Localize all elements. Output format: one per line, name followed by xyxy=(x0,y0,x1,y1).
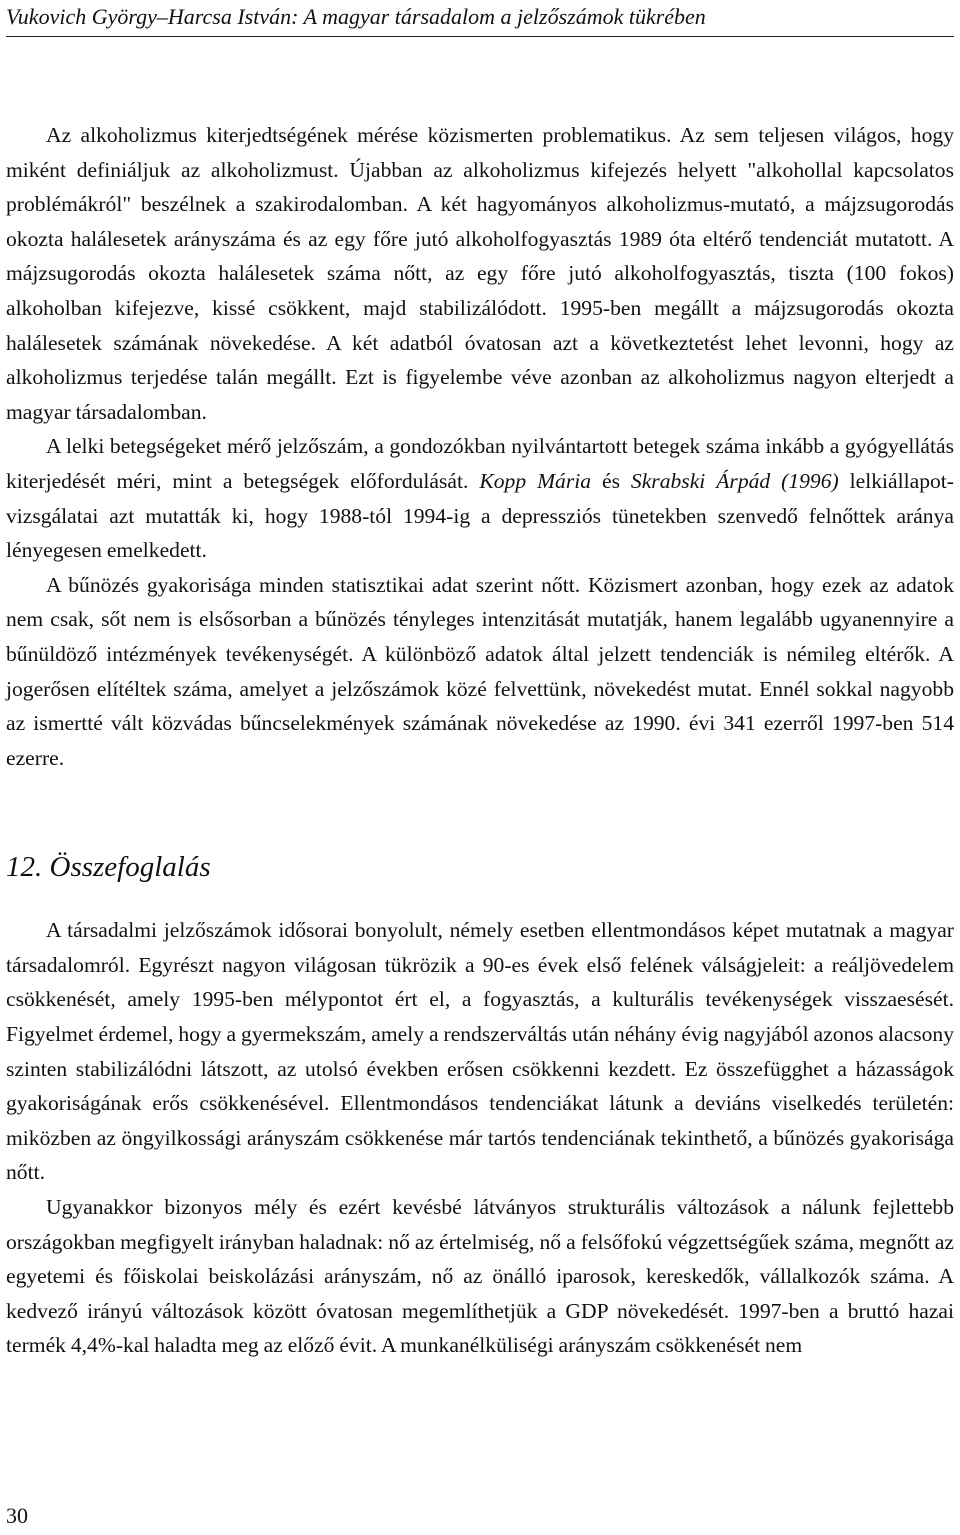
paragraph-mental-illness-text-1: A lelki betegségeket mérő jelzőszám, a gondozókban nyilvántartott betegek száma inkább a gyógyellátás kiterjedését méri, mint a betegségek előfordulását. xyxy=(6,434,954,493)
paragraph-mental-illness-conjunction: és xyxy=(591,468,631,493)
paragraph-mental-illness xyxy=(6,429,954,567)
paragraph-summary-2: Ugyanakkor bizonyos mély és ezért kevésbé látványos strukturális változások a nálunk fejlettebb országokban megfigyelt irányban haladnak: nő az értelmiség, nő a felsőfokú végzettségűek száma, megnőtt az egyetemi és főiskolai beiskolázási arányszám, nő az önálló iparosok, kereskedők, vállalkozók száma. A kedvező irányú változások között óvatosan megemlíthetjük a GDP növekedését. 1997-ben a bruttó hazai termék 4,4%-kal haladta meg az előző évit. A munkanélküliségi arányszám csökkenését nem xyxy=(6,1195,954,1358)
citation-author-skrabski: Skrabski Árpád (1996) xyxy=(630,468,839,493)
paragraph-alcoholism: Az alkoholizmus kiterjedtségének mérése közismerten problematikus. Az sem teljesen világos, hogy miként definiáljuk az alkoholizmust. Újabban az alkoholizmus kifejezés helyett "alkohollal kapcsolatos problémákról" beszélnek a szakirodalomban. A két hagyományos alkoholizmus-mutató, a májzsugorodás okozta halálesetek arányszáma és az egy főre jutó alkoholfogyasztás 1989 óta eltérő tendenciát mutatott. A májzsugorodás okozta halálesetek száma nőtt, az egy főre jutó alkoholfogyasztás, tiszta (100 fokos) alkoholban kifejezve, kissé csökkent, majd stabilizálódott. 1995-ben megállt a májzsugorodás okozta halálesetek számának növekedése. A két adatból óvatosan azt a következtetést lehet levonni, hogy az alkoholizmus terjedése talán megállt. Ezt is figyelembe véve azonban az alkoholizmus nagyon elterjedt a magyar társadalomban. xyxy=(6,123,954,424)
page-content xyxy=(6,118,954,1363)
paragraph-summary-1: A társadalmi jelzőszámok idősorai bonyolult, némely esetben ellentmondásos képet mutatnak a magyar társadalomról. Egyrészt nagyon világosan tükrözik a 90-es évek első felének válságjeleit: a reáljövedelem csökkenését, amely 1995-ben mélypontot ért el, a fogyasztás, a kulturális tevékenységek visszaesését. Figyelmet érdemel, hogy a gyermekszám, amely a rendszerváltás után néhány évig nagyjából azonos alacsony szinten stabilizálódni látszott, az utolsó években erősen csökkenni kezdett. Ez összefügghet a házasságok gyakoriságának erős csökkenésével. Ellentmondásos tendenciákat látunk a deviáns viselkedés területén: miközben az öngyilkossági arányszám csökkenése már tartós tendenciának tekinthető, a bűnözés gyakorisága nőtt. xyxy=(6,918,954,1185)
paragraph-mental-illness-text-2: lelkiállapot-vizsgálatai azt mutatták ki, hogy 1988-tól 1994-ig a depressziós tünetekben szenvedő felnőttek aránya lényegesen emelkedett. xyxy=(6,468,954,563)
citation-author-kopp: Kopp Mária xyxy=(479,468,592,493)
section-heading: 12. Összefoglalás xyxy=(6,851,211,884)
page-number: 30 xyxy=(6,1503,28,1528)
paragraph-crime: A bűnözés gyakorisága minden statisztikai adat szerint nőtt. Közismert azonban, hogy ezek az adatok nem csak, sőt nem is elsősorban a bűnözés tényleges intenzitását mutatják, hanem legalább ugyanennyire a bűnüldöző intézmények tevékenységét. A különböző adatok által jelzett tendenciák is némileg eltérők. A jogerősen elítéltek száma, amelyet a jelzőszámok közé felvettünk, növekedést mutat. Ennél sokkal nagyobb az ismertté vált közvádas bűncselekmények számának növekedése az 1990. évi 341 ezerről 1997-ben 514 ezerre. xyxy=(6,572,954,770)
running-header: Vukovich György–Harcsa István: A magyar társadalom a jelzőszámok tükrében xyxy=(6,2,954,37)
